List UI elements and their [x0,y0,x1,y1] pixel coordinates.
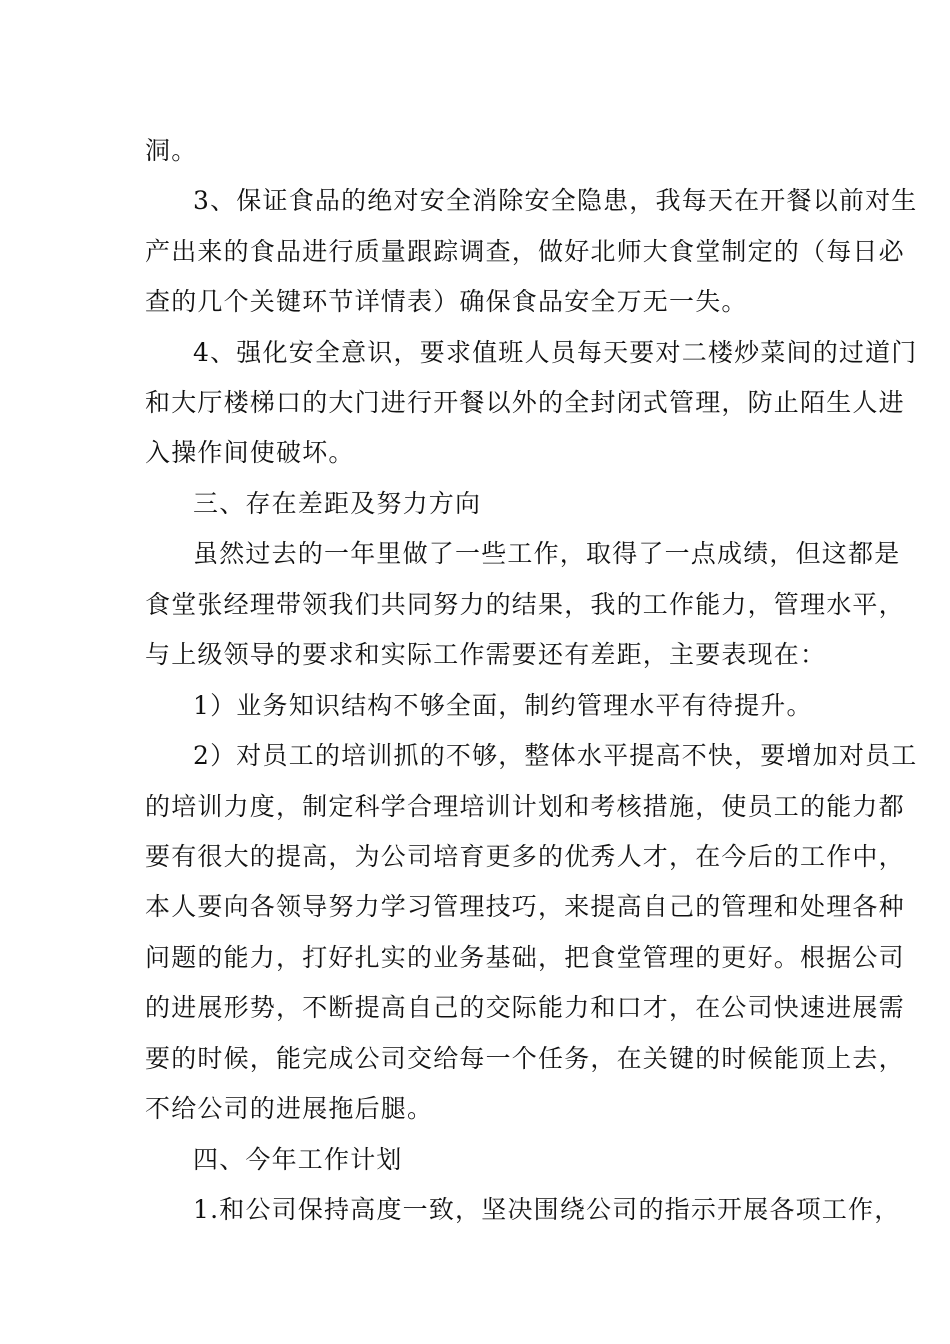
text-line: 产出来的食品进行质量跟踪调查，做好北师大食堂制定的（每日必 [145,237,905,266]
text-line: 问题的能力，打好扎实的业务基础，把食堂管理的更好。根据公司 [145,943,905,972]
text-line: 与上级领导的要求和实际工作需要还有差距，主要表现在： [145,640,827,669]
text-line: 不给公司的进展拖后腿。 [145,1094,434,1123]
section-heading-4: 四、今年工作计划 [193,1145,403,1174]
paragraph-line: 虽然过去的一年里做了一些工作，取得了一点成绩，但这都是 [193,539,901,568]
text-line: 洞。 [145,136,198,165]
text-line: 查的几个关键环节详情表）确保食品安全万无一失。 [145,287,748,316]
paragraph-4-line: 4、强化安全意识，要求值班人员每天要对二楼炒菜间的过道门 [193,338,918,367]
plan-item-1: 1.和公司保持高度一致，坚决围绕公司的指示开展各项工作， [193,1195,901,1224]
text-line: 入操作间使破坏。 [145,438,355,467]
list-item-1: 1）业务知识结构不够全面，制约管理水平有待提升。 [193,691,813,720]
section-heading-3: 三、存在差距及努力方向 [193,489,482,518]
text-line: 的进展形势，不断提高自己的交际能力和口才，在公司快速进展需 [145,993,905,1022]
text-line: 食堂张经理带领我们共同努力的结果，我的工作能力，管理水平， [145,590,905,619]
text-line: 本人要向各领导努力学习管理技巧，来提高自己的管理和处理各种 [145,892,905,921]
text-line: 的培训力度，制定科学合理培训计划和考核措施，使员工的能力都 [145,792,905,821]
paragraph-3-line: 3、保证食品的绝对安全消除安全隐患，我每天在开餐以前对生 [193,186,918,215]
text-line: 和大厅楼梯口的大门进行开餐以外的全封闭式管理，防止陌生人进 [145,388,905,417]
text-line: 要有很大的提高，为公司培育更多的优秀人才，在今后的工作中， [145,842,905,871]
text-line: 要的时候，能完成公司交给每一个任务，在关键的时候能顶上去， [145,1044,905,1073]
list-item-2: 2）对员工的培训抓的不够，整体水平提高不快，要增加对员工 [193,741,918,770]
